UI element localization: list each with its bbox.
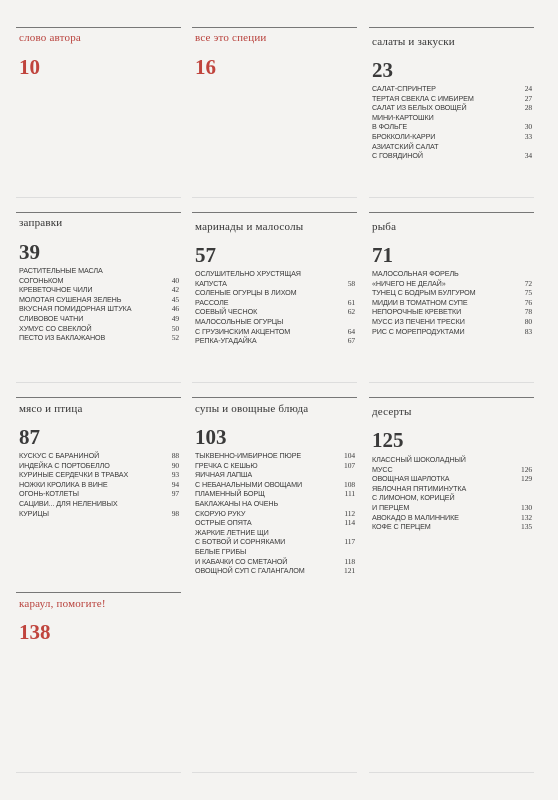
recipe-name: КЛАССНЫЙ ШОКОЛАДНЫЙ [372, 455, 466, 464]
recipe-entry [19, 499, 179, 509]
recipe-page: 126 [521, 464, 532, 474]
recipe-name: САЛАТ ИЗ БЕЛЫХ ОВОЩЕЙ [372, 103, 467, 113]
recipe-name: ОВОЩНАЯ ШАРЛОТКА [372, 474, 450, 484]
recipe-page: 75 [524, 288, 532, 298]
recipe-entry [372, 269, 532, 279]
recipe-name: МИНИ-КАРТОШКИ [372, 112, 434, 122]
recipe-name: ВКУСНАЯ ПОМИДОРНАЯ ШТУКА [19, 304, 132, 314]
recipe-page: 61 [347, 297, 355, 307]
section-title: рыба [372, 221, 397, 233]
recipe-name: И ПЕРЦЕМ [372, 502, 410, 512]
recipe-name: С ГОВЯДИНОЙ [372, 151, 423, 161]
recipe-list [372, 84, 532, 161]
recipe-name: РАССОЛЕ [195, 297, 229, 307]
recipe-page: 118 [344, 556, 355, 566]
section-page-number: 57 [195, 243, 216, 267]
recipe-page: 121 [344, 566, 355, 576]
recipe-entry [19, 295, 179, 305]
section-page-number: 103 [195, 425, 227, 449]
section-title: мясо и птица [19, 403, 83, 415]
recipe-entry [195, 566, 355, 576]
recipe-entry [195, 451, 355, 461]
recipe-page: 108 [344, 479, 355, 489]
section-bottom-divider [369, 197, 534, 198]
recipe-page: 67 [347, 336, 355, 346]
recipe-entry [372, 317, 532, 327]
recipe-entry [372, 103, 532, 113]
recipe-name: ОСТРЫЕ ОПЯТА [195, 518, 252, 528]
section-title: десерты [372, 406, 412, 418]
recipe-entry [372, 522, 532, 532]
recipe-page: 83 [524, 326, 532, 336]
recipe-page: 104 [344, 451, 355, 460]
recipe-name: СКОРУЮ РУКУ [195, 508, 246, 518]
recipe-name: ЖАРКИЕ ЛЕТНИЕ ЩИ [195, 527, 269, 537]
recipe-entry [372, 298, 532, 308]
recipe-entry [19, 276, 179, 286]
recipe-entry [372, 132, 532, 142]
recipe-name: ТУНЕЦ С БОДРЫМ БУЛГУРОМ [372, 288, 476, 298]
recipe-entry [19, 304, 179, 314]
section-title: супы и овощные блюда [195, 403, 309, 415]
recipe-page: 62 [347, 307, 355, 317]
recipe-entry [372, 327, 532, 337]
recipe-name: РАСТИТЕЛЬНЫЕ МАСЛА [19, 266, 103, 275]
recipe-name: ЯБЛОЧНАЯ ПЯТИМИНУТКА [372, 483, 467, 493]
recipe-entry [372, 493, 532, 503]
recipe-entry [195, 298, 355, 308]
section-bottom-divider [369, 772, 534, 773]
recipe-entry [195, 499, 355, 509]
recipe-page: 112 [344, 508, 355, 518]
recipe-name: И КАБАЧКИ СО СМЕТАНОЙ [195, 556, 288, 566]
section-title: маринады и малосолы [195, 221, 304, 233]
recipe-page: 64 [347, 326, 355, 336]
recipe-page: 90 [171, 460, 179, 470]
section-divider [369, 212, 534, 213]
section-page-number: 125 [372, 428, 404, 452]
recipe-page: 88 [171, 451, 179, 460]
recipe-entry [195, 279, 355, 289]
recipe-list [372, 455, 532, 532]
recipe-name: НОЖКИ КРОЛИКА В ВИНЕ [19, 479, 108, 489]
recipe-page: 93 [171, 470, 179, 480]
recipe-list [195, 451, 355, 576]
recipe-page: 76 [524, 297, 532, 307]
recipe-page: 129 [521, 474, 532, 484]
recipe-name: СЛИВОВОЕ ЧАТНИ [19, 313, 84, 323]
recipe-name: С НЕБАНАЛЬНЫМИ ОВОЩАМИ [195, 479, 303, 489]
recipe-name: ЯИЧНАЯ ЛАПША [195, 470, 253, 480]
recipe-name: ОГОНЬ-КОТЛЕТЫ [19, 489, 79, 499]
recipe-name: АЗИАТСКИЙ САЛАТ [372, 141, 439, 151]
recipe-list [372, 269, 532, 336]
recipe-page: 40 [171, 275, 179, 285]
section-divider [192, 27, 357, 28]
recipe-name: С ГРУЗИНСКИМ АКЦЕНТОМ [195, 326, 291, 336]
section-divider [16, 27, 181, 28]
recipe-name: С ЛИМОНОМ, КОРИЦЕЙ [372, 493, 455, 503]
recipe-entry [372, 307, 532, 317]
recipe-name: БРОККОЛИ-КАРРИ [372, 131, 436, 141]
section-bottom-divider [192, 382, 357, 383]
section-divider [16, 397, 181, 398]
recipe-entry [195, 528, 355, 538]
recipe-entry [195, 509, 355, 519]
recipe-name: КУРИЦЫ [19, 508, 49, 518]
section-page-number: 138 [19, 620, 51, 644]
recipe-entry [372, 474, 532, 484]
recipe-name: СОЛЕНЫЕ ОГУРЦЫ В ЛИХОМ [195, 288, 297, 298]
recipe-name: САЦИВИ... ДЛЯ НЕЛЕНИВЫХ [19, 498, 118, 508]
recipe-page: 72 [524, 278, 532, 288]
recipe-name: ИНДЕЙКА С ПОРТОБЕЛЛО [19, 460, 110, 470]
recipe-name: ТЫКВЕННО-ИМБИРНОЕ ПЮРЕ [195, 451, 302, 460]
recipe-entry [195, 489, 355, 499]
recipe-name: МУСС [372, 464, 393, 474]
recipe-entry [372, 455, 532, 465]
recipe-page: 30 [524, 122, 532, 132]
recipe-page: 46 [171, 304, 179, 314]
recipe-entry [195, 480, 355, 490]
recipe-name: РИС С МОРЕПРОДУКТАМИ [372, 326, 465, 336]
recipe-entry [372, 84, 532, 94]
recipe-page: 117 [344, 537, 355, 547]
recipe-name: ОВОЩНОЙ СУП С ГАЛАНГАЛОМ [195, 566, 305, 576]
recipe-name: КОФЕ С ПЕРЦЕМ [372, 522, 431, 532]
recipe-name: ТЕРТАЯ СВЕКЛА С ИМБИРЕМ [372, 93, 474, 103]
recipe-name: МУСС ИЗ ПЕЧЕНИ ТРЕСКИ [372, 316, 465, 326]
recipe-page: 52 [171, 333, 179, 343]
recipe-entry [19, 470, 179, 480]
recipe-name: НЕПОРОЧНЫЕ КРЕВЕТКИ [372, 307, 462, 317]
recipe-entry [372, 122, 532, 132]
section-page-number: 39 [19, 240, 40, 264]
recipe-page: 114 [344, 518, 355, 528]
recipe-entry [19, 451, 179, 461]
recipe-name: АВОКАДО В МАЛИННИКЕ [372, 512, 459, 522]
recipe-entry [195, 269, 355, 279]
section-title: караул, помогите! [19, 598, 106, 610]
recipe-page: 107 [344, 460, 355, 470]
recipe-name: «НИЧЕГО НЕ ДЕЛАЙ» [372, 278, 446, 288]
recipe-name: ГРЕЧКА С КЕШЬЮ [195, 460, 258, 470]
recipe-entry [195, 470, 355, 480]
recipe-page: 94 [171, 479, 179, 489]
section-title: все это специи [195, 32, 267, 44]
recipe-entry [195, 557, 355, 567]
section-divider [369, 27, 534, 28]
recipe-entry [19, 266, 179, 276]
recipe-name: КУСКУС С БАРАНИНОЙ [19, 451, 100, 460]
recipe-entry [19, 489, 179, 499]
recipe-page: 97 [171, 489, 179, 499]
section-page-number: 87 [19, 425, 40, 449]
section-page-number: 71 [372, 243, 393, 267]
recipe-name: КРЕВЕТОЧНОЕ ЧИЛИ [19, 285, 93, 295]
recipe-entry [372, 465, 532, 475]
section-bottom-divider [16, 197, 181, 198]
section-bottom-divider [16, 772, 181, 773]
recipe-entry [372, 279, 532, 289]
recipe-entry [195, 336, 355, 346]
recipe-name: В ФОЛЬГЕ [372, 122, 408, 132]
recipe-entry [372, 142, 532, 152]
recipe-entry [195, 288, 355, 298]
section-bottom-divider [16, 382, 181, 383]
section-page-number: 16 [195, 55, 216, 79]
recipe-page: 130 [521, 502, 532, 512]
section-title: заправки [19, 217, 63, 229]
recipe-name: СОЕВЫЙ ЧЕСНОК [195, 307, 258, 317]
section-divider [16, 212, 181, 213]
recipe-entry [19, 461, 179, 471]
recipe-entry [195, 461, 355, 471]
recipe-entry [19, 333, 179, 343]
recipe-entry [19, 285, 179, 295]
recipe-name: МИДИИ В ТОМАТНОМ СУПЕ [372, 297, 468, 307]
recipe-name: МОЛОТАЯ СУШЕНАЯ ЗЕЛЕНЬ [19, 294, 122, 304]
recipe-page: 132 [521, 512, 532, 522]
recipe-page: 33 [524, 131, 532, 141]
section-divider [369, 397, 534, 398]
section-bottom-divider [192, 772, 357, 773]
section-title: слово автора [19, 32, 81, 44]
recipe-list [195, 269, 355, 346]
recipe-page: 78 [524, 307, 532, 317]
recipe-list [19, 451, 179, 518]
section-title: салаты и закуски [372, 36, 455, 48]
section-divider [16, 592, 181, 593]
section-page-number: 23 [372, 58, 393, 82]
section-page-number: 10 [19, 55, 40, 79]
recipe-name: РЕПКА-УГАДАЙКА [195, 336, 257, 346]
recipe-entry [372, 151, 532, 161]
recipe-page: 27 [524, 93, 532, 103]
recipe-page: 135 [521, 522, 532, 532]
recipe-name: С БОТВОЙ И СОРНЯКАМИ [195, 537, 286, 547]
section-bottom-divider [369, 382, 534, 383]
recipe-page: 34 [524, 151, 532, 161]
section-divider [192, 397, 357, 398]
recipe-name: МАЛОСОЛЬНЫЕ ОГУРЦЫ [195, 316, 284, 326]
section-bottom-divider [192, 197, 357, 198]
recipe-entry [19, 509, 179, 519]
recipe-entry [195, 537, 355, 547]
recipe-name: САЛАТ-СПРИНТЕР [372, 84, 436, 93]
recipe-name: БАКЛАЖАНЫ НА ОЧЕНЬ [195, 498, 279, 508]
recipe-page: 42 [171, 285, 179, 295]
recipe-page: 28 [524, 103, 532, 113]
section-divider [192, 212, 357, 213]
recipe-entry [195, 518, 355, 528]
recipe-name: БЕЛЫЕ ГРИБЫ [195, 546, 247, 556]
recipe-page: 45 [171, 294, 179, 304]
recipe-name: МАЛОСОЛЬНАЯ ФОРЕЛЬ [372, 269, 459, 278]
recipe-entry [19, 480, 179, 490]
recipe-page: 24 [524, 84, 532, 93]
recipe-name: ОСЛУШИТЕЛЬНО ХРУСТЯЩАЯ [195, 269, 301, 278]
recipe-page: 49 [171, 313, 179, 323]
recipe-name: ПЛАМЕННЫЙ БОРЩ [195, 489, 265, 499]
recipe-name: КУРИНЫЕ СЕРДЕЧКИ В ТРАВАХ [19, 470, 129, 480]
recipe-name: ПЕСТО ИЗ БАКЛАЖАНОВ [19, 333, 106, 343]
recipe-entry [372, 513, 532, 523]
recipe-page: 80 [524, 316, 532, 326]
recipe-entry [372, 288, 532, 298]
recipe-entry [195, 307, 355, 317]
recipe-name: ХУМУС СО СВЕКЛОЙ [19, 323, 92, 333]
recipe-entry [372, 484, 532, 494]
recipe-entry [195, 327, 355, 337]
recipe-name: КАПУСТА [195, 278, 227, 288]
recipe-entry [372, 503, 532, 513]
recipe-entry [19, 324, 179, 334]
recipe-page: 111 [344, 489, 355, 499]
recipe-page: 50 [171, 323, 179, 333]
recipe-entry [19, 314, 179, 324]
recipe-entry [372, 94, 532, 104]
recipe-page: 58 [347, 278, 355, 288]
recipe-entry [195, 317, 355, 327]
recipe-page: 98 [171, 508, 179, 518]
recipe-entry [195, 547, 355, 557]
recipe-entry [372, 113, 532, 123]
recipe-list [19, 266, 179, 343]
recipe-name: СОГОНЬКОМ [19, 275, 64, 285]
